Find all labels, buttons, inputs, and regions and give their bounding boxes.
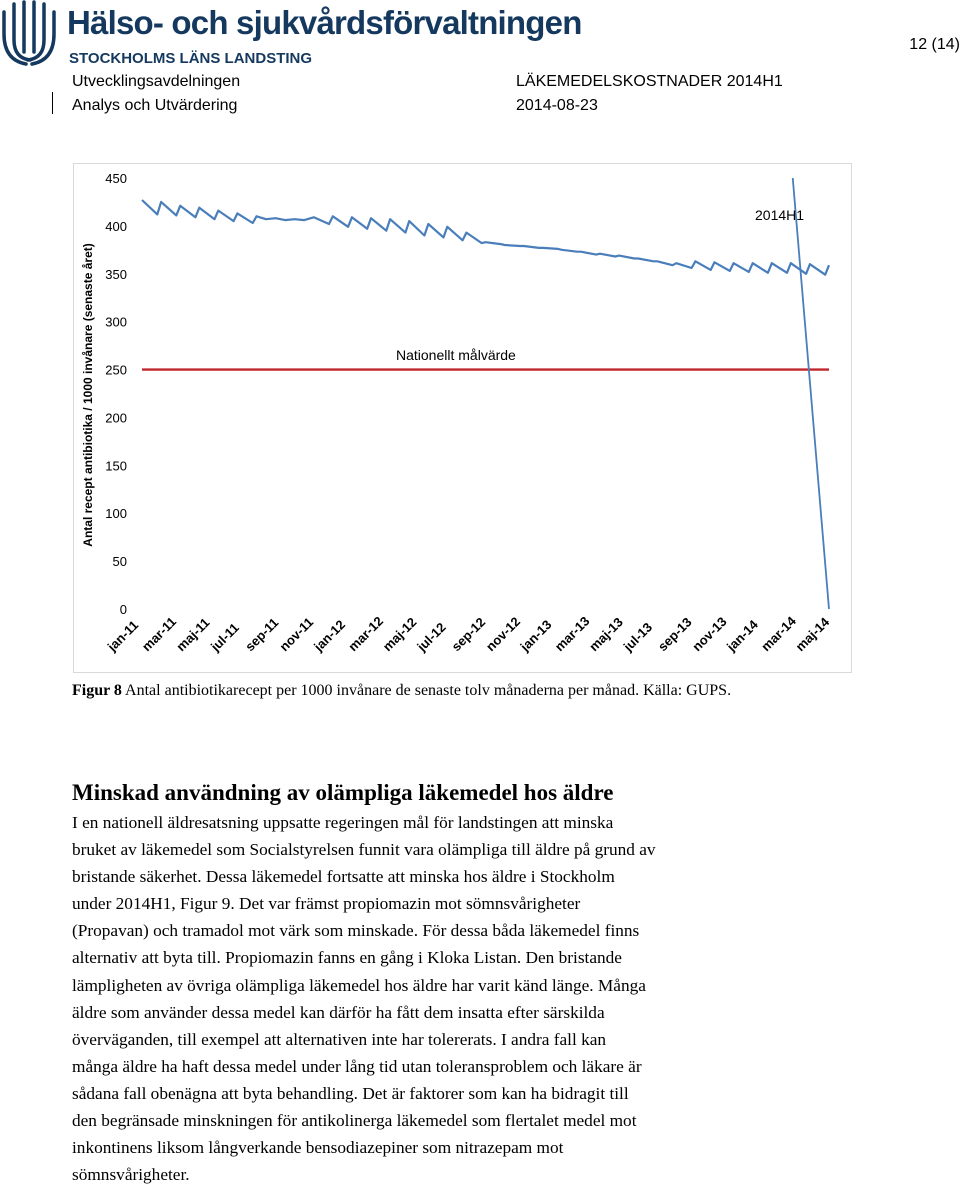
x-tick-label: mar-12 bbox=[345, 613, 387, 655]
x-tick-label: jul-11 bbox=[207, 620, 242, 655]
org-name: Hälso- och sjukvårdsförvaltningen bbox=[67, 4, 582, 41]
report-title: LÄKEMEDELSKOSTNADER 2014H1 bbox=[516, 73, 783, 90]
x-tick-label: jan-11 bbox=[104, 617, 142, 655]
period-label: 2014H1 bbox=[755, 207, 805, 223]
x-tick-label: nov-13 bbox=[689, 613, 730, 655]
body-line: sömnsvårigheter. bbox=[72, 1165, 190, 1185]
y-tick-label: 300 bbox=[105, 314, 127, 330]
caption-text: Antal antibiotikarecept per 1000 invånare de senaste tolv månaderna per månad. Källa: GUPS. bbox=[121, 682, 732, 699]
x-tick-label: maj-12 bbox=[379, 614, 420, 655]
figure-number: Figur 8 bbox=[72, 682, 122, 699]
x-tick-label: nov-12 bbox=[482, 613, 524, 655]
body-line: alternativ att byta till. Propiomazin fanns en gång i Kloka Listan. Den bristande bbox=[72, 948, 622, 968]
body-line: den begränsade minskningen för antikolinerga läkemedel som flertalet medel mot bbox=[72, 1111, 637, 1131]
x-tick-label: jul-13 bbox=[620, 619, 656, 655]
body-line: I en nationell äldresatsning uppsatte regeringen mål för landstingen att minska bbox=[72, 813, 614, 832]
x-tick-label: maj-13 bbox=[586, 614, 626, 655]
body-line: överväganden, till exempel att alternativen inte har tolererats. I andra fall kan bbox=[72, 1029, 607, 1049]
x-tick-label: sep-11 bbox=[242, 614, 282, 655]
y-tick-label: 50 bbox=[112, 554, 127, 570]
x-tick-label: sep-13 bbox=[654, 614, 695, 655]
org-subtitle: STOCKHOLMS LÄNS LANDSTING bbox=[69, 50, 313, 67]
x-tick-label: maj-14 bbox=[792, 614, 833, 655]
x-tick-label: jul-12 bbox=[414, 619, 449, 655]
body-line: inkontinens liksom långverkande bensodiazepiner som nitrazepam mot bbox=[72, 1138, 564, 1158]
y-tick-label: 150 bbox=[105, 458, 127, 474]
x-tick-label: jan-14 bbox=[723, 616, 761, 655]
x-tick-label: jan-12 bbox=[310, 616, 349, 655]
body-line: bruket av läkemedel som Socialstyrelsen funnit vara olämpliga till äldre på grund av bbox=[72, 840, 656, 860]
x-tick-label: mar-13 bbox=[551, 613, 593, 655]
section-heading: Minskad användning av olämpliga läkemedel hos äldre bbox=[72, 780, 614, 805]
y-axis-label: Antal recept antibiotika / 1000 invånare (senaste året) bbox=[81, 243, 95, 547]
x-tick-label: maj-11 bbox=[173, 614, 213, 655]
x-tick-label: nov-11 bbox=[276, 614, 317, 655]
body-line: (Propavan) och tramadol mot värk som minskade. För dessa båda läkemedel finns bbox=[72, 921, 640, 941]
y-tick-label: 100 bbox=[105, 506, 127, 522]
y-tick-label: 400 bbox=[105, 218, 127, 234]
section-body bbox=[72, 809, 862, 1188]
body-line: lämpligheten av övriga olämpliga läkemedel hos äldre har varit känd länge. Många bbox=[72, 975, 646, 995]
y-tick-label: 250 bbox=[105, 362, 127, 378]
report-date: 2014-08-23 bbox=[516, 97, 598, 114]
department: Utvecklingsavdelningen bbox=[72, 73, 241, 90]
target-label: Nationellt målvärde bbox=[396, 347, 516, 363]
page-number: 12 (14) bbox=[909, 36, 960, 53]
x-tick-label: sep-12 bbox=[448, 614, 489, 655]
y-tick-label: 450 bbox=[105, 171, 127, 186]
body-line: sådana fall obenägna att byta behandling. Det är faktorer som kan ha bidragit till bbox=[72, 1083, 629, 1103]
figure-caption bbox=[72, 680, 872, 702]
body-line: äldre som använder dessa medel kan därför ha fått dem insatta efter särskilda bbox=[72, 1002, 605, 1022]
y-tick-label: 350 bbox=[105, 266, 127, 282]
body-line: många äldre ha haft dessa medel under lång tid utan toleransproblem och läkare är bbox=[72, 1056, 642, 1076]
y-tick-label: 200 bbox=[105, 410, 127, 426]
x-tick-label: mar-11 bbox=[138, 613, 180, 655]
period-marker-line bbox=[793, 178, 829, 609]
body-line: under 2014H1, Figur 9. Det var främst propiomazin mot sömnsvårigheter bbox=[72, 894, 581, 914]
unit: Analys och Utvärdering bbox=[72, 97, 238, 114]
antibiotics-series-line bbox=[142, 200, 829, 275]
x-tick-label: jan-13 bbox=[517, 616, 555, 655]
x-tick-label: mar-14 bbox=[758, 613, 799, 655]
y-tick-label: 0 bbox=[119, 602, 127, 617]
body-line: bristande säkerhet. Dessa läkemedel fortsatte att minska hos äldre i Stockholm bbox=[72, 867, 615, 887]
